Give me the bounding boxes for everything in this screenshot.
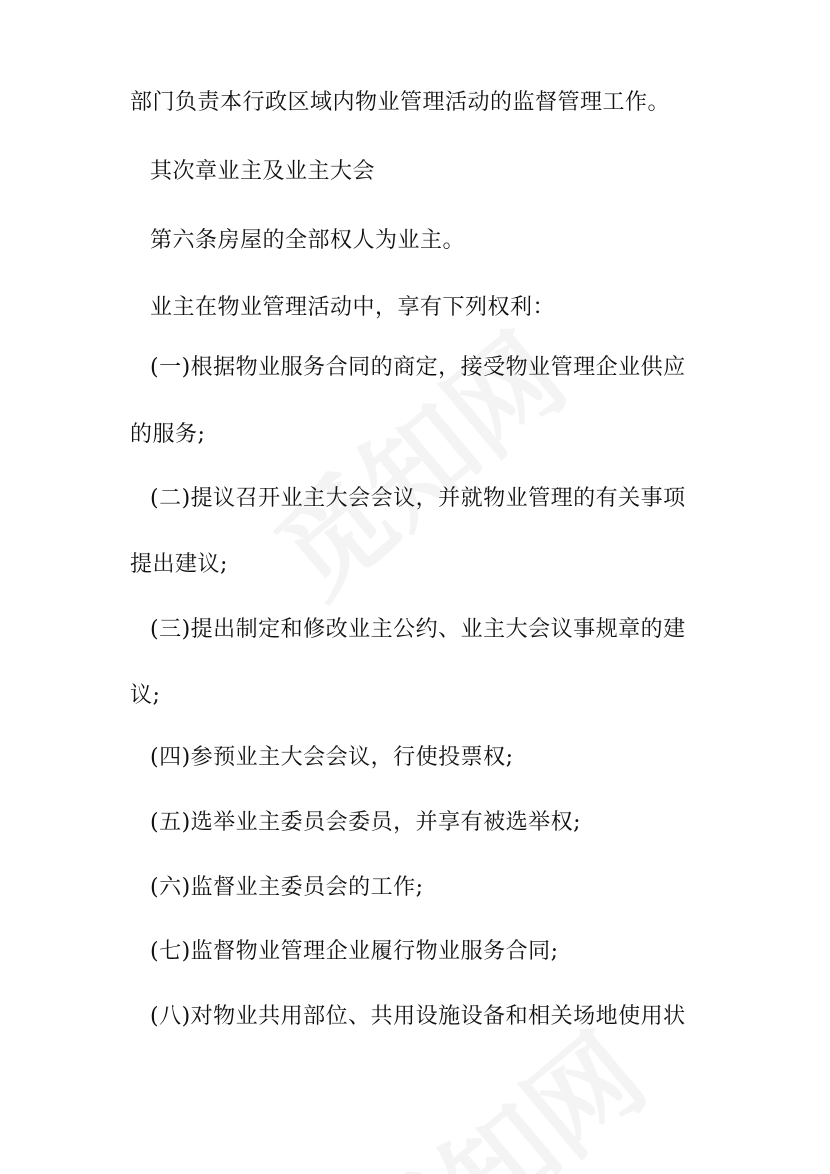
item-1-line-1: (一)根据物业服务合同的商定，接受物业管理企业供应 [150, 355, 686, 380]
rights-intro-line: 业主在物业管理活动中，享有下列权利： [150, 295, 556, 320]
item-5-line: (五)选举业主委员会委员，并享有被选举权; [150, 810, 582, 835]
article-6-line: 第六条房屋的全部权人为业主。 [150, 228, 466, 253]
watermark-center [238, 292, 592, 625]
text-line-1: 部门负责本行政区域内物业管理活动的监督管理工作。 [130, 90, 671, 115]
item-8-line-1: (八)对物业共用部位、共用设施设备和相关场地使用状 [150, 1004, 686, 1029]
item-6-line: (六)监督业主委员会的工作; [150, 875, 424, 900]
item-2-line-2: 提出建议; [130, 552, 228, 577]
chapter-heading: 其次章业主及业主大会 [150, 159, 376, 184]
item-2-line-1: (二)提议召开业主大会会议，并就物业管理的有关事项 [150, 486, 686, 511]
item-3-line-2: 议; [130, 683, 161, 708]
item-7-line: (七)监督物业管理企业履行物业服务合同; [150, 939, 559, 964]
item-4-line: (四)参预业主大会会议，行使投票权; [150, 745, 514, 770]
item-3-line-1: (三)提出制定和修改业主公约、业主大会议事规章的建 [150, 617, 686, 642]
item-1-line-2: 的服务; [130, 422, 206, 447]
